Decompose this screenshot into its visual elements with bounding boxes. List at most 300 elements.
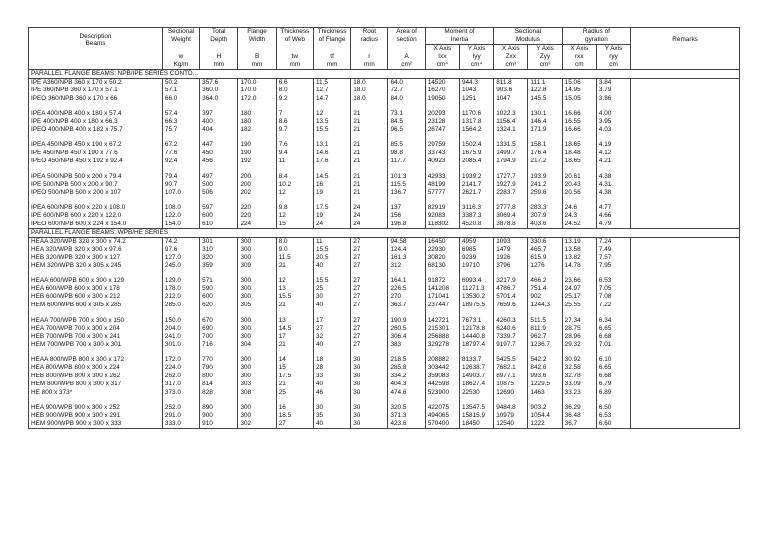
- table-cell: 270: [388, 293, 425, 301]
- table-cell: 790: [200, 364, 238, 372]
- symbol: H: [200, 53, 238, 61]
- beam-designation: HEAA 800/WPB 800 x 300 x 172: [29, 356, 163, 364]
- table-cell: 7.22: [596, 302, 630, 310]
- table-cell: 29.32: [562, 341, 596, 349]
- table-row: [29, 118, 740, 126]
- table-cell: 716: [200, 341, 238, 349]
- table-cell: 6.53: [596, 412, 630, 420]
- table-cell: 150.0: [162, 317, 199, 325]
- table-cell: 3116.3: [459, 204, 493, 212]
- table-cell: 303: [238, 381, 276, 389]
- table-cell: 256888: [425, 333, 459, 341]
- table-cell: 17.6: [313, 158, 350, 166]
- unit: mm: [351, 61, 388, 70]
- table-cell: 16: [276, 404, 313, 412]
- table-cell: 814: [200, 381, 238, 389]
- table-cell: 98.8: [388, 150, 425, 158]
- table-cell: 117.7: [388, 158, 425, 166]
- beam-designation: IPEO 600/NPB 600 x 224 x 154.0: [29, 221, 163, 229]
- table-cell: 8.6: [276, 118, 313, 126]
- table-cell: 25.55: [562, 302, 596, 310]
- table-cell: 17.5: [276, 373, 313, 381]
- table-cell: 403.6: [528, 221, 562, 229]
- table-cell: 6.89: [596, 389, 630, 397]
- remarks-cell: [631, 373, 740, 381]
- table-row: [29, 277, 740, 285]
- table-cell: 42933: [425, 173, 459, 181]
- table-row: [29, 373, 740, 381]
- table-cell: 1244.3: [528, 302, 562, 310]
- unit: mm: [313, 61, 350, 70]
- remarks-cell: [631, 302, 740, 310]
- table-cell: 15.5: [313, 246, 350, 254]
- table-cell: 301: [200, 238, 238, 246]
- table-cell: 300: [238, 246, 276, 254]
- table-cell: 828: [200, 389, 238, 397]
- table-cell: 610: [200, 221, 238, 229]
- remarks-cell: [631, 317, 740, 325]
- table-cell: 300: [238, 325, 276, 333]
- remarks-cell: [631, 356, 740, 364]
- table-row: [29, 420, 740, 428]
- unit: cm: [596, 61, 630, 70]
- table-cell: 4959: [459, 238, 493, 246]
- table-cell: 200: [238, 173, 276, 181]
- table-cell: 1675.9: [459, 150, 493, 158]
- table-row: [29, 389, 740, 397]
- table-row: [29, 333, 740, 341]
- table-cell: 33: [313, 373, 350, 381]
- table-cell: 224.0: [162, 364, 199, 372]
- table-cell: 190: [238, 141, 276, 149]
- table-cell: 226.5: [388, 285, 425, 293]
- table-cell: 178.0: [162, 285, 199, 293]
- table-cell: 1926: [494, 254, 528, 262]
- web-thickness-header: Thickness: [276, 28, 313, 37]
- weight-header-2: Weight: [162, 36, 199, 45]
- table-cell: 6.50: [596, 404, 630, 412]
- table-cell: 19050: [425, 95, 459, 103]
- table-cell: 15.5: [313, 126, 350, 134]
- table-cell: 285.8: [388, 364, 425, 372]
- table-cell: 13547.5: [459, 404, 493, 412]
- table-row: [29, 87, 740, 95]
- table-cell: 5701.4: [494, 293, 528, 301]
- table-cell: 993.6: [528, 373, 562, 381]
- table-cell: 12638.7: [459, 364, 493, 372]
- table-cell: 26747: [425, 126, 459, 134]
- table-cell: 27: [351, 333, 388, 341]
- table-cell: 40: [313, 420, 350, 428]
- table-cell: 465.7: [528, 246, 562, 254]
- table-cell: 7682.1: [494, 364, 528, 372]
- table-cell: 27: [351, 262, 388, 270]
- table-cell: 320: [200, 254, 238, 262]
- table-cell: 146.4: [528, 118, 562, 126]
- table-cell: 903.6: [494, 87, 528, 95]
- beam-properties-table: [28, 27, 740, 429]
- table-cell: 20293: [425, 110, 459, 118]
- table-cell: 77.6: [162, 150, 199, 158]
- table-cell: 9.8: [276, 204, 313, 212]
- table-cell: 57.1: [162, 87, 199, 95]
- table-cell: 506: [200, 189, 238, 197]
- table-cell: 285.0: [162, 302, 199, 310]
- table-cell: 74.2: [162, 238, 199, 246]
- beam-designation: HEA 320/WPB 320 x 300 x 97.6: [29, 246, 163, 254]
- table-cell: 447: [200, 141, 238, 149]
- table-cell: 220: [238, 212, 276, 220]
- table-cell: 590: [200, 285, 238, 293]
- table-cell: 30.92: [562, 356, 596, 364]
- table-cell: 20.43: [562, 181, 596, 189]
- table-cell: 4.00: [596, 110, 630, 118]
- table-cell: 21: [276, 262, 313, 270]
- table-row: [29, 79, 740, 87]
- table-cell: 23128: [425, 118, 459, 126]
- table-cell: 259.6: [528, 189, 562, 197]
- table-cell: 15.05: [562, 95, 596, 103]
- table-cell: 4786.7: [494, 285, 528, 293]
- table-cell: 842.6: [528, 364, 562, 372]
- table-cell: 11271.3: [459, 285, 493, 293]
- table-cell: 23.66: [562, 277, 596, 285]
- table-row: [29, 364, 740, 372]
- table-cell: 3387.3: [459, 212, 493, 220]
- remarks-cell: [631, 341, 740, 349]
- table-cell: 164.1: [388, 277, 425, 285]
- table-cell: 28: [313, 364, 350, 372]
- beam-designation: IPE 400/NPB 400 x 180 x 66.3: [29, 118, 163, 126]
- table-cell: 422075: [425, 404, 459, 412]
- table-cell: 329278: [425, 341, 459, 349]
- table-cell: 27: [351, 254, 388, 262]
- table-cell: 3.95: [596, 118, 630, 126]
- table-cell: 4.03: [596, 126, 630, 134]
- table-cell: 92.4: [162, 158, 199, 166]
- table-cell: 200: [238, 181, 276, 189]
- table-cell: 21: [276, 341, 313, 349]
- table-cell: 423.6: [388, 420, 425, 428]
- table-cell: 6.10: [596, 356, 630, 364]
- table-cell: 30: [351, 404, 388, 412]
- table-cell: 3878.8: [494, 221, 528, 229]
- beam-designation: IPEO 400/NPB 400 x 182 x 75.7: [29, 126, 163, 134]
- table-cell: 13: [276, 317, 313, 325]
- table-cell: 4520.8: [459, 221, 493, 229]
- table-row: [29, 341, 740, 349]
- table-cell: 18797.4: [459, 341, 493, 349]
- table-cell: 620: [200, 302, 238, 310]
- table-cell: 1222: [528, 420, 562, 428]
- table-cell: 308: [238, 389, 276, 397]
- table-cell: 8.0: [276, 87, 313, 95]
- table-cell: 8133.7: [459, 356, 493, 364]
- beam-designation: IPE A360/NPB 360 x 170 x 50.2: [29, 79, 163, 87]
- table-cell: 1479: [494, 246, 528, 254]
- table-cell: 330.6: [528, 238, 562, 246]
- table-cell: 690: [200, 325, 238, 333]
- table-cell: 3796: [494, 262, 528, 270]
- table-cell: 32.78: [562, 373, 596, 381]
- table-row: [29, 254, 740, 262]
- table-cell: 14.6: [313, 150, 350, 158]
- table-cell: 96.5: [388, 126, 425, 134]
- table-cell: 7: [276, 110, 313, 118]
- table-cell: 312: [388, 262, 425, 270]
- table-cell: 48199: [425, 181, 459, 189]
- table-cell: 115.5: [388, 181, 425, 189]
- table-cell: 156: [388, 212, 425, 220]
- table-cell: 18627.4: [459, 381, 493, 389]
- remarks-cell: [631, 238, 740, 246]
- table-cell: 158.1: [528, 141, 562, 149]
- remarks-cell: [631, 212, 740, 220]
- table-cell: 82919: [425, 204, 459, 212]
- table-cell: 404: [200, 126, 238, 134]
- table-row: [29, 325, 740, 333]
- table-row: [29, 285, 740, 293]
- table-cell: 27: [351, 341, 388, 349]
- table-cell: 36.48: [562, 412, 596, 420]
- table-cell: 890: [200, 404, 238, 412]
- table-cell: 17.5: [313, 204, 350, 212]
- table-cell: 21: [351, 141, 388, 149]
- beam-designation: HEM 800/WPB 800 x 300 x 317: [29, 381, 163, 389]
- table-cell: 751.4: [528, 285, 562, 293]
- sectional-modulus-header-2: Modulus: [494, 36, 562, 45]
- table-cell: 7.24: [596, 238, 630, 246]
- remarks-cell: [631, 79, 740, 87]
- table-cell: 4.21: [596, 158, 630, 166]
- table-cell: 202: [238, 189, 276, 197]
- table-cell: 154.0: [162, 221, 199, 229]
- table-cell: 30: [351, 412, 388, 420]
- table-cell: 12: [276, 212, 313, 220]
- depth-header: Total: [200, 28, 238, 37]
- table-cell: 7.6: [276, 141, 313, 149]
- table-cell: 1093: [494, 238, 528, 246]
- table-cell: 220: [238, 204, 276, 212]
- table-cell: 30820: [425, 254, 459, 262]
- table-cell: 36.7: [562, 420, 596, 428]
- table-cell: 1502.4: [459, 141, 493, 149]
- table-cell: 24: [351, 204, 388, 212]
- beam-designation: HEB 320/WPB 320 x 300 x 127: [29, 254, 163, 262]
- axis-label: X Axis: [494, 45, 528, 54]
- unit: cm³: [494, 61, 528, 70]
- table-cell: 12540: [494, 420, 528, 428]
- table-row: [29, 141, 740, 149]
- table-cell: 523900: [425, 389, 459, 397]
- table-cell: 383: [388, 341, 425, 349]
- table-row: [29, 381, 740, 389]
- table-cell: 14.7: [313, 95, 350, 103]
- table-cell: 17: [276, 333, 313, 341]
- table-cell: 300: [238, 356, 276, 364]
- table-cell: 10.2: [276, 181, 313, 189]
- table-cell: 404.3: [388, 381, 425, 389]
- table-cell: 24.97: [562, 285, 596, 293]
- table-cell: 3.84: [596, 79, 630, 87]
- table-cell: 11: [313, 238, 350, 246]
- table-cell: 13.1: [313, 141, 350, 149]
- table-cell: 24: [351, 221, 388, 229]
- table-cell: 497: [200, 173, 238, 181]
- table-cell: 14.78: [562, 262, 596, 270]
- table-cell: 208882: [425, 356, 459, 364]
- table-cell: 18.65: [562, 158, 596, 166]
- section-title: PARALLEL FLANGE BEAMS; WPB/HE SERIES: [29, 229, 740, 238]
- table-cell: 4.38: [596, 173, 630, 181]
- beam-designation: HEB 900/WPB 900 x 300 x 291: [29, 412, 163, 420]
- table-cell: 40: [313, 381, 350, 389]
- table-cell: 218.5: [388, 356, 425, 364]
- table-cell: 12: [313, 110, 350, 118]
- table-cell: 161.3: [388, 254, 425, 262]
- remarks-cell: [631, 173, 740, 181]
- table-cell: 309: [238, 262, 276, 270]
- table-cell: 300: [238, 254, 276, 262]
- depth-header-2: Depth: [200, 36, 238, 45]
- table-cell: 300: [238, 317, 276, 325]
- table-row: [29, 189, 740, 197]
- table-cell: 137: [388, 204, 425, 212]
- table-row: [29, 262, 740, 270]
- table-cell: 359: [200, 262, 238, 270]
- table-cell: 35: [313, 412, 350, 420]
- table-cell: 28.96: [562, 333, 596, 341]
- table-cell: 212.0: [162, 293, 199, 301]
- table-row: [29, 317, 740, 325]
- table-cell: 30: [351, 373, 388, 381]
- table-cell: 21: [276, 302, 313, 310]
- table-cell: 27: [351, 293, 388, 301]
- beam-designation: IPEA 500/NPB 500 x 200 x 79.4: [29, 173, 163, 181]
- table-cell: 33743: [425, 150, 459, 158]
- table-cell: 30: [351, 381, 388, 389]
- table-cell: 21: [351, 126, 388, 134]
- beam-designation: HEA 700/WPB 700 x 300 x 204: [29, 325, 163, 333]
- remarks-cell: [631, 118, 740, 126]
- table-cell: 570400: [425, 420, 459, 428]
- table-cell: 300: [238, 238, 276, 246]
- beam-designation: IPE 600/NPB 600 x 220 x 122.0: [29, 212, 163, 220]
- table-row: [29, 212, 740, 220]
- unit: cm⁴: [459, 61, 493, 70]
- table-cell: 122.8: [528, 87, 562, 95]
- table-cell: 190: [238, 150, 276, 158]
- unit: cm²: [388, 61, 425, 70]
- table-cell: 300: [238, 373, 276, 381]
- table-cell: 16.55: [562, 118, 596, 126]
- table-cell: 456: [200, 158, 238, 166]
- beam-designation: HEAA 600/WPB 600 x 300 x 129: [29, 277, 163, 285]
- table-cell: 300: [238, 285, 276, 293]
- table-cell: 511.5: [528, 317, 562, 325]
- symbol: tw: [276, 53, 313, 61]
- table-row: [29, 158, 740, 166]
- table-cell: 32: [313, 333, 350, 341]
- table-row: [29, 246, 740, 254]
- table-row: [29, 95, 740, 103]
- table-cell: 92083: [425, 212, 459, 220]
- table-cell: 7.57: [596, 254, 630, 262]
- table-cell: 21: [351, 173, 388, 181]
- table-cell: 25.17: [562, 293, 596, 301]
- table-cell: 6.79: [596, 381, 630, 389]
- flange-width-header: Flange: [238, 28, 276, 37]
- table-cell: 3.79: [596, 87, 630, 95]
- table-cell: 14.95: [562, 87, 596, 95]
- table-cell: 14.5: [313, 173, 350, 181]
- table-cell: 190.9: [388, 317, 425, 325]
- table-cell: 68130: [425, 262, 459, 270]
- table-cell: 7.49: [596, 246, 630, 254]
- table-cell: 21: [351, 158, 388, 166]
- table-cell: 170.0: [238, 79, 276, 87]
- table-cell: 600: [200, 293, 238, 301]
- beam-designation: HEB 600/WPB 600 x 300 x 212: [29, 293, 163, 301]
- table-row: [29, 412, 740, 420]
- table-cell: 50.2: [162, 79, 199, 87]
- table-cell: 79.4: [162, 173, 199, 181]
- table-cell: 902: [528, 293, 562, 301]
- remarks-cell: [631, 412, 740, 420]
- table-cell: 21: [351, 110, 388, 118]
- table-cell: 14: [276, 356, 313, 364]
- table-cell: 172.0: [162, 356, 199, 364]
- unit: mm: [238, 61, 276, 70]
- table-cell: 500: [200, 181, 238, 189]
- table-cell: 57777: [425, 189, 459, 197]
- table-cell: 18.0: [351, 95, 388, 103]
- beam-designation: IPE 360/NPB 360 x 170 x 57.1: [29, 87, 163, 95]
- unit: cm³: [528, 61, 562, 70]
- table-cell: 84.5: [388, 118, 425, 126]
- table-cell: 15815.9: [459, 412, 493, 420]
- table-cell: 1276: [528, 262, 562, 270]
- table-cell: 305: [238, 302, 276, 310]
- table-cell: 18975.5: [459, 302, 493, 310]
- remarks-cell: [631, 141, 740, 149]
- table-cell: 9.2: [276, 95, 313, 103]
- table-cell: 10979: [494, 412, 528, 420]
- table-cell: 9.4: [276, 150, 313, 158]
- table-cell: 373.0: [162, 389, 199, 397]
- table-cell: 903.2: [528, 404, 562, 412]
- remarks-cell: [631, 181, 740, 189]
- symbol: Iyy: [459, 53, 493, 61]
- table-cell: 84.0: [388, 95, 425, 103]
- beam-designation: HEAA 320/WPB 320 x 300 x 74.2: [29, 238, 163, 246]
- table-cell: 252.0: [162, 404, 199, 412]
- table-cell: 8.4: [276, 173, 313, 181]
- weight-header: Sectional: [162, 28, 199, 37]
- table-cell: 571: [200, 277, 238, 285]
- table-cell: 7673.1: [459, 317, 493, 325]
- symbol: A: [388, 53, 425, 61]
- table-cell: 25: [276, 389, 313, 397]
- table-row: [29, 238, 740, 246]
- table-cell: 360.0: [200, 87, 238, 95]
- table-cell: 8.0: [276, 238, 313, 246]
- table-cell: 27: [351, 317, 388, 325]
- table-cell: 57.4: [162, 110, 199, 118]
- table-cell: 6993.4: [459, 277, 493, 285]
- table-cell: 21: [276, 381, 313, 389]
- beam-designation: HEB 800/WPB 800 x 300 x 262: [29, 373, 163, 381]
